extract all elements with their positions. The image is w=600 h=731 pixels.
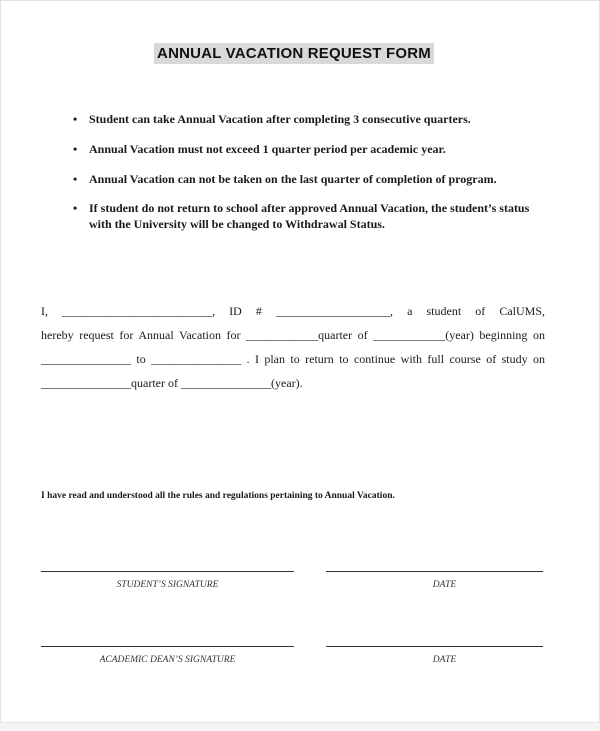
student-signature-label: STUDENT’S SIGNATURE [116,580,219,590]
bullet-icon: • [73,201,78,215]
rule-item [73,171,543,187]
rule-item [73,111,543,127]
request-line-1: I, _________________________, ID # ___________________, a student of CalUMS, [41,304,545,318]
date-line-2[interactable] [326,646,543,647]
rule-text: Annual Vacation can not be taken on the last quarter of completion of program. [89,172,497,186]
acknowledgement-statement: I have read and understood all the rules and regulations pertaining to Annual Vacation. [41,491,395,501]
dean-signature-label: ACADEMIC DEAN’S SIGNATURE [99,655,236,665]
rule-text: If student do not return to school after approved Annual Vacation, the student’s status with the University will be changed to Withdrawal Status. [89,201,530,231]
rule-text: Student can take Annual Vacation after completing 3 consecutive quarters. [89,112,471,126]
form-title: ANNUAL VACATION REQUEST FORM [154,43,434,64]
bullet-icon: • [73,112,78,126]
date-label-2: DATE [432,655,457,665]
rule-item [73,141,543,157]
request-line-4: _______________quarter of _______________(year). [41,376,303,390]
rule-text: Annual Vacation must not exceed 1 quarter period per academic year. [89,142,446,156]
date-label-1: DATE [432,580,457,590]
request-line-2: hereby request for Annual Vacation for ____________quarter of ____________(year) beginning on [41,328,545,342]
rule-item [73,200,543,232]
request-line-3: _______________ to _______________ . I plan to return to continue with full course of study on [41,352,545,366]
dean-signature-line[interactable] [41,646,294,647]
date-line-1[interactable] [326,571,543,572]
student-signature-line[interactable] [41,571,294,572]
bullet-icon: • [73,172,78,186]
bullet-icon: • [73,142,78,156]
